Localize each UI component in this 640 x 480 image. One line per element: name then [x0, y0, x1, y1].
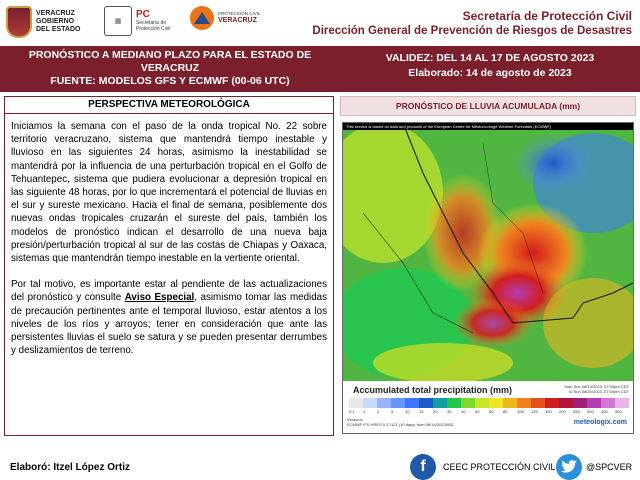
legend-swatch-9 — [475, 398, 489, 408]
perspective-heading: PERSPECTIVA METEOROLÓGICA — [5, 97, 333, 114]
twitter-icon[interactable] — [556, 454, 582, 480]
facebook-account[interactable]: CEEC PROTECCIÓN CIVIL — [443, 462, 556, 472]
legend-swatch-5 — [419, 398, 433, 408]
map-region: Veracruz — [347, 417, 363, 422]
legend-swatch-7 — [447, 398, 461, 408]
precipitation-legend-bar — [349, 398, 629, 408]
precipitation-legend-ticks — [349, 409, 629, 414]
legend-swatch-13 — [531, 398, 545, 408]
header-title-line1: Secretaría de Protección Civil — [462, 9, 632, 23]
perspective-body — [5, 114, 333, 357]
logo-veracruz-line2: GOBIERNO — [36, 18, 75, 25]
legend-tick-9: 50 — [475, 409, 480, 414]
legend-swatch-10 — [489, 398, 503, 408]
legend-tick-7: 30 — [447, 409, 452, 414]
legend-title: Accumulated total precipitation (mm) — [353, 385, 513, 395]
forecast-title-line2: VERACRUZ — [140, 62, 200, 74]
pc-veracruz-logo — [190, 6, 261, 30]
legend-tick-14: 150 — [545, 409, 552, 414]
legend-swatch-4 — [405, 398, 419, 408]
paragraph-2-end: , asimismo tomar las medidas de precaución pertinentes ante el temporal lluvioso, estar atentos a los niveles de los ríos y arroyos; tener en consideración que ante las persistentes lluvias el suelo se satura y se pueden presentar derrumbes y deslizamientos de terreno. — [11, 292, 327, 357]
legend-swatch-12 — [517, 398, 531, 408]
forecast-title-line1: PRONÓSTICO A MEDIANO PLAZO PARA EL ESTADO DE — [28, 49, 312, 61]
legend-swatch-3 — [391, 398, 405, 408]
legend-tick-18: 400 — [601, 409, 608, 414]
perspective-paragraph-1: Iniciamos la semana con el paso de la onda tropical No. 22 sobre territorio veracruzano, sistema que mantendrá tiempo inestable y lluvioso en las siguientes 24 horas, asimismo la inestabilidad se mantendrá por la influencia de una perturbación tropical en el Golfo de Tehuantepec, sistema que pudiera evolucionar a depresión tropical en las siguiente 48 horas, por lo que incrementará el potencial de lluvias en el sur y sureste mexicano. Hacia el final de semana, posiblemente dos nuevas ondas tropicales cruzarán el sureste del país, también los modelos de pronóstico indican el desarrollo de una nueva baja presión/perturbación tropical al sur de las costas de Chiapas y Oaxaca, sistemas que mantendrán tiempo inestable en la vertiente oriental. — [11, 121, 327, 265]
logo-pc-main: PC — [136, 9, 150, 20]
legend-tick-17: 300 — [587, 409, 594, 414]
author: Elaboró: Itzel López Ortiz — [10, 462, 131, 473]
rain-forecast-panel — [340, 96, 636, 436]
logo-veracruz-line3: DEL ESTADO — [36, 26, 81, 33]
legend-swatch-11 — [503, 398, 517, 408]
forecast-source: FUENTE: MODELOS GFS Y ECMWF (00-06 UTC) — [50, 75, 290, 87]
legend-tick-3: 5 — [391, 409, 394, 414]
veracruz-logo — [6, 6, 80, 38]
perspective-panel — [4, 96, 334, 436]
legend-tick-0: 0.1 — [349, 409, 355, 414]
logo-pc2-line1: PROTECCIÓN CIVIL — [218, 11, 261, 17]
coat-of-arms-icon — [6, 6, 32, 38]
paragraph-2-start: Por tal motivo, es importante estar al pendiente de las actualizaciones del pronóstico y consulte — [11, 279, 327, 304]
legend-tick-11: 80 — [503, 409, 508, 414]
precipitation-map-image — [343, 123, 633, 381]
legend-tick-16: 250 — [573, 409, 580, 414]
elaboration-date: Elaborado: 14 de agosto de 2023 — [408, 67, 572, 79]
legend-swatch-14 — [545, 398, 559, 408]
header — [0, 0, 640, 44]
legend-tick-4: 10 — [405, 409, 410, 414]
pc-logo — [104, 6, 170, 36]
map-footer — [347, 417, 454, 427]
legend-range-from: from Sun 08/13/2023, 07:00pm CDT — [564, 384, 629, 389]
logo-pc2-main: VERACRUZ — [218, 16, 257, 24]
legend-swatch-19 — [615, 398, 629, 408]
rain-map-frame — [342, 122, 634, 434]
legend-tick-2: 2 — [377, 409, 380, 414]
header-title — [312, 9, 632, 39]
legend-tick-6: 20 — [433, 409, 438, 414]
logo-pc-line1: Secretaría de — [136, 20, 167, 26]
rain-forecast-heading: PRONÓSTICO DE LLUVIA ACUMULADA (mm) — [340, 96, 636, 116]
legend-swatch-18 — [601, 398, 615, 408]
logo-veracruz-line1: VERACRUZ — [36, 10, 75, 17]
legend-swatch-1 — [363, 398, 377, 408]
legend-swatch-2 — [377, 398, 391, 408]
legend-range — [565, 384, 629, 394]
legend-swatch-8 — [461, 398, 475, 408]
legend-swatch-6 — [433, 398, 447, 408]
legend-swatch-16 — [573, 398, 587, 408]
legend-tick-15: 200 — [559, 409, 566, 414]
legend-tick-19: 500 — [615, 409, 622, 414]
legend-tick-1: 1 — [363, 409, 366, 414]
validity — [340, 51, 640, 81]
legend-tick-5: 15 — [419, 409, 424, 414]
twitter-account[interactable]: @SPCVER — [586, 462, 633, 472]
footer — [0, 440, 640, 480]
forecast-title — [0, 49, 340, 88]
legend-range-to: to Sun 08/20/2023, 07:00pm CDT — [569, 389, 629, 394]
map-model-info: ECMWF IFS HRES 0.1°/121 (10 days) from 08/14/2023/002 — [347, 422, 454, 427]
legend-swatch-15 — [559, 398, 573, 408]
civil-protection-icon — [190, 6, 214, 30]
legend-swatch-17 — [587, 398, 601, 408]
building-icon: ▦ — [104, 6, 132, 36]
facebook-icon[interactable]: f — [410, 454, 436, 480]
legend-tick-12: 100 — [517, 409, 524, 414]
precipitation-map — [343, 123, 633, 381]
legend-tick-10: 60 — [489, 409, 494, 414]
map-source-caption: This service is based on data and products of the European Centre for Medium-range Weather Forecasts (ECMWF) — [343, 123, 633, 130]
legend-tick-13: 125 — [531, 409, 538, 414]
forecast-band — [0, 46, 640, 92]
legend-tick-8: 40 — [461, 409, 466, 414]
meteologix-brand: meteologix.com — [573, 419, 627, 426]
special-notice-link[interactable]: Aviso Especial — [124, 292, 195, 304]
perspective-paragraph-2 — [11, 278, 327, 357]
validity-range: VALIDEZ: DEL 14 AL 17 DE AGOSTO 2023 — [385, 52, 595, 64]
logo-pc-line2: Protección Civil — [136, 26, 171, 32]
header-title-line2: Dirección General de Prevención de Riesgos de Desastres — [312, 25, 632, 37]
legend-swatch-0 — [349, 398, 363, 408]
